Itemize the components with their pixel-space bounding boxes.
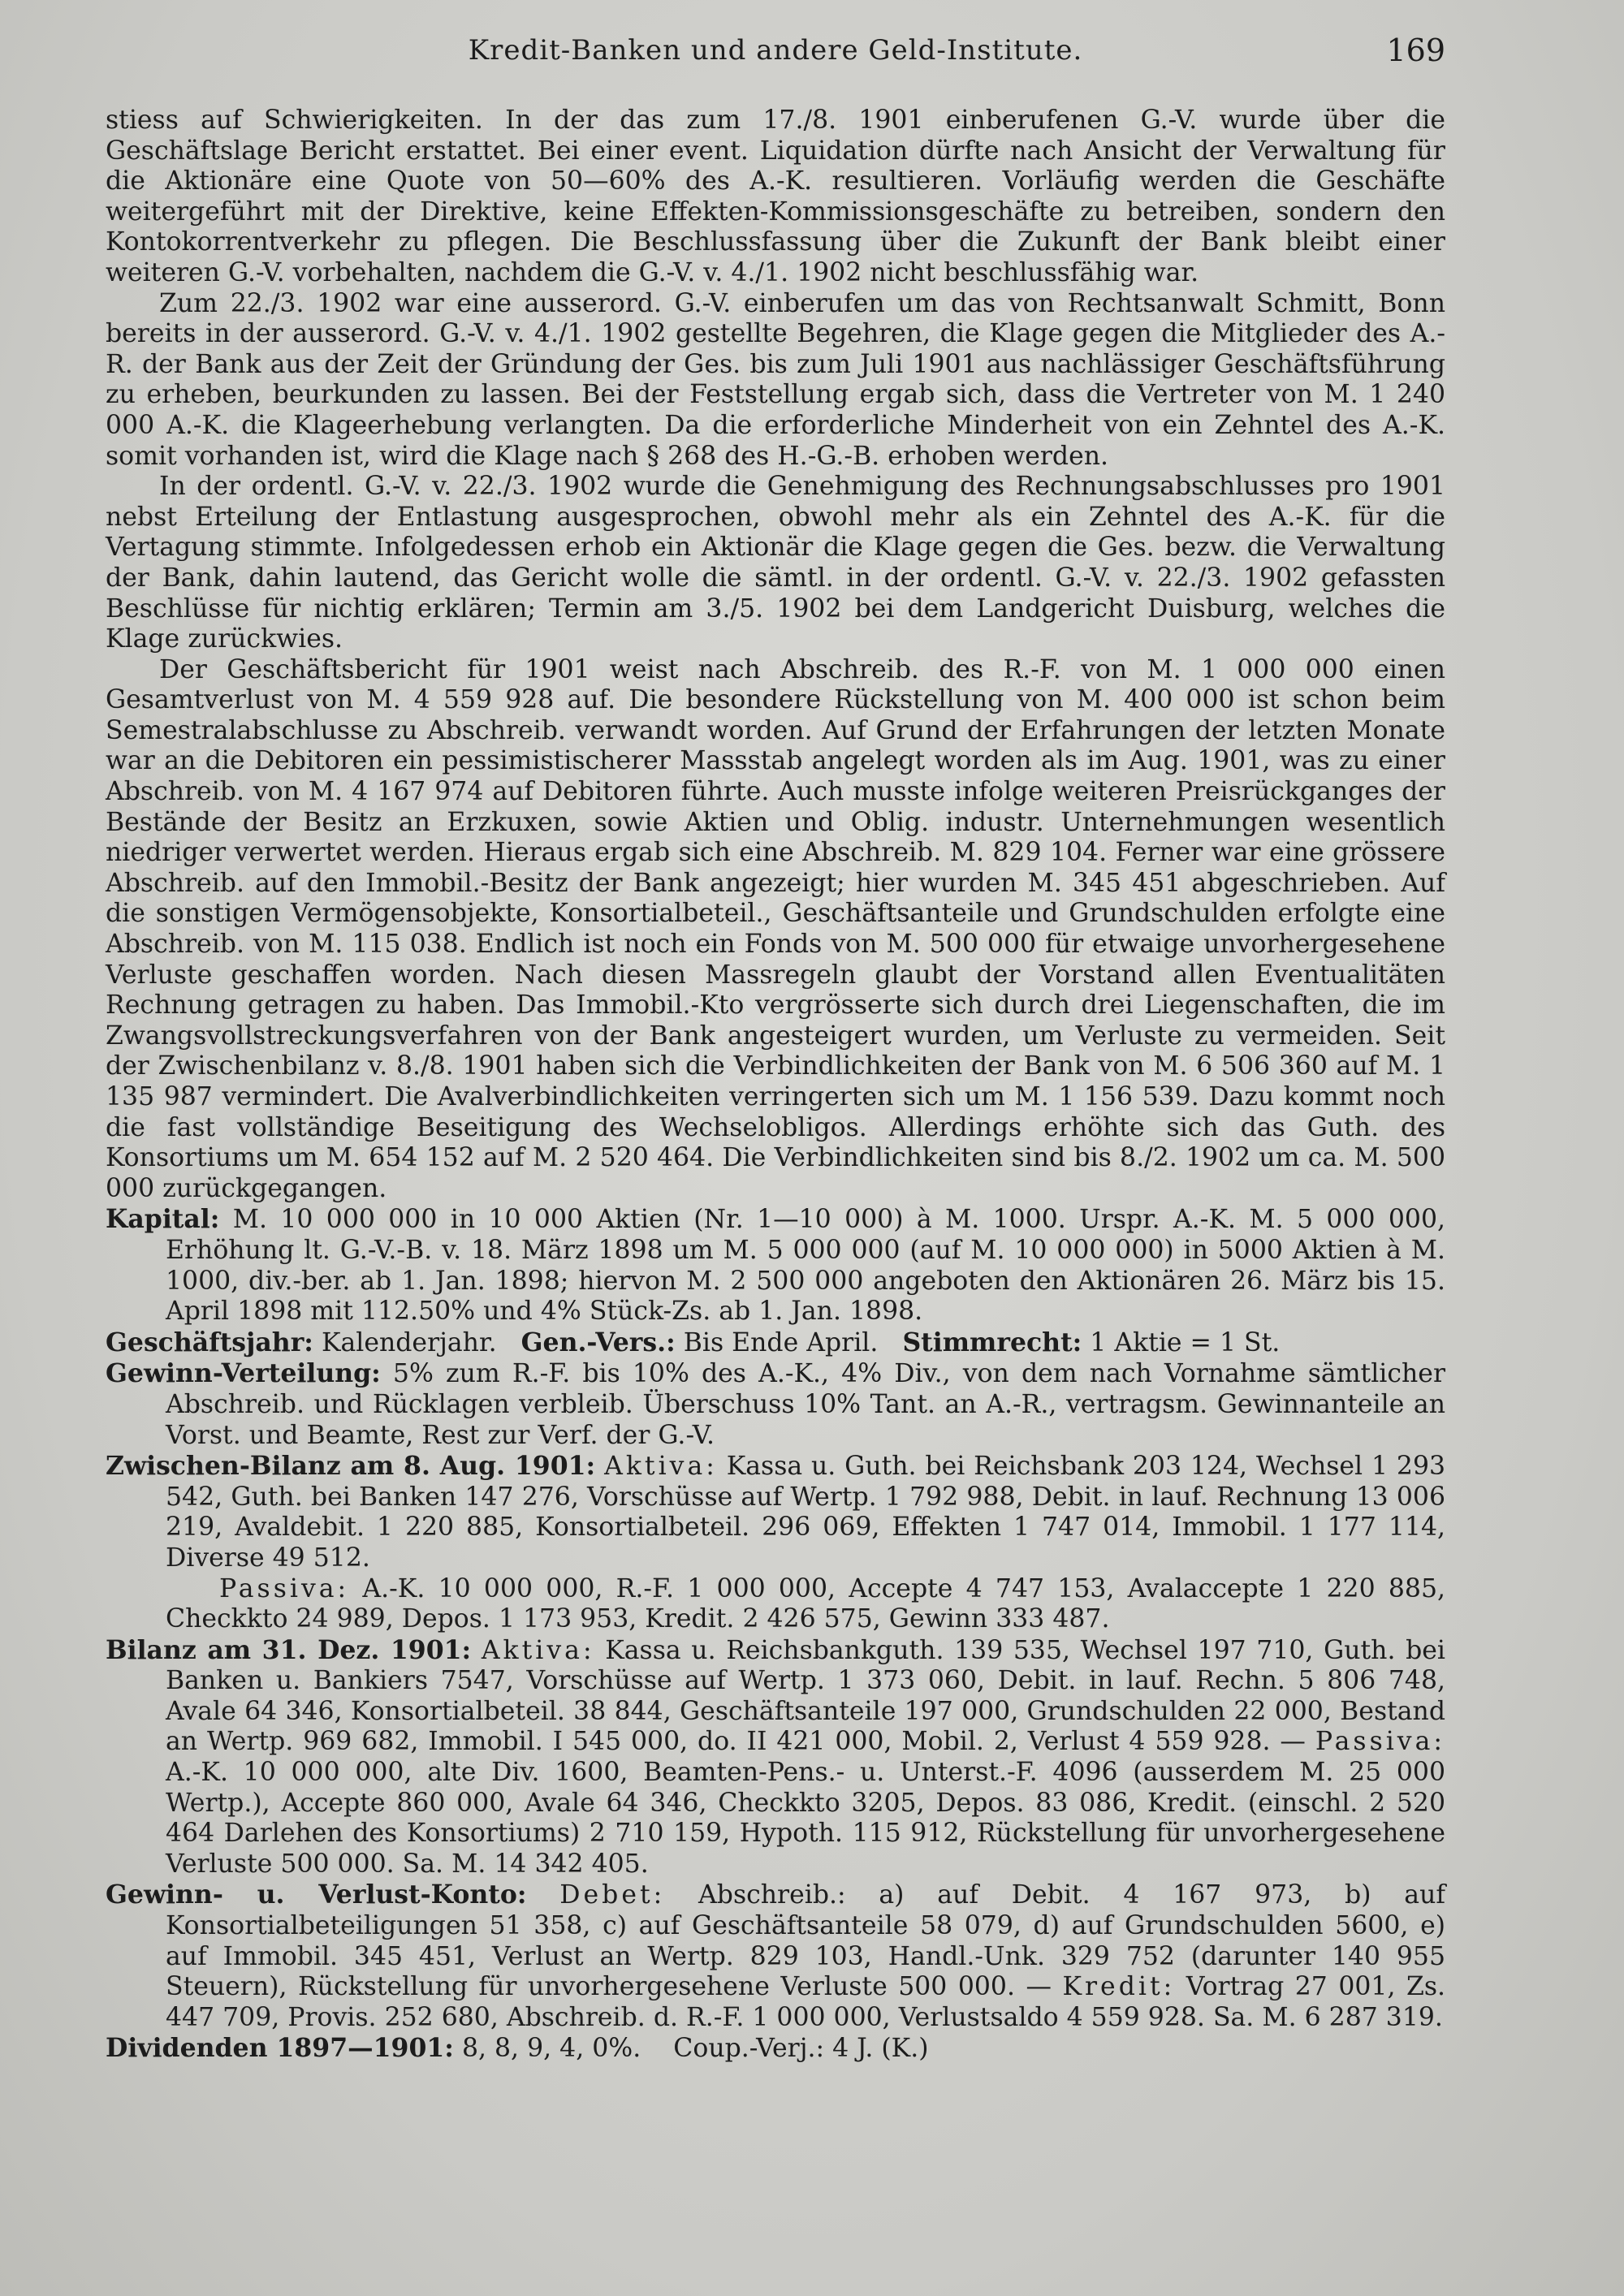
zwischen-aktiva-label: Aktiva: [604, 1452, 718, 1482]
gewinn-verteilung-heading: Gewinn-Verteilung: [106, 1358, 381, 1389]
guv-debet-text: Abschreib.: a) auf Debit. 4 167 973, b) auf Konsortialbeteiligungen 51 358, c) auf Geschäftsanteile 58 079, d) auf Grundschulden 5600, e) auf Immobil. 345 451, Verlust an Wertp. 829 103, Handl.-Unk. 329 752 (darunter 140 955 Steuern), Rückstellung für unvorhergesehene Verluste 500 000. — [166, 1880, 1446, 2002]
guv-kredit-text: Vortrag 27 001, Zs. 447 709, Provis. 252 680, Abschreib. d. R.-F. 1 000 000, Verlustsaldo 4 559 928. Sa. M. 6 287 319. [166, 1972, 1446, 2032]
section-zwischen-passiva [166, 1574, 1445, 1635]
geschaeftsjahr-text: Kalenderjahr. [321, 1327, 497, 1357]
section-bilanz [106, 1635, 1445, 1880]
dividenden-text: 8, 8, 9, 4, 0%. [461, 2034, 641, 2064]
section-zwischen-bilanz [106, 1451, 1445, 1573]
zwischen-bilanz-heading: Zwischen-Bilanz am 8. Aug. 1901: [106, 1451, 596, 1482]
guv-heading: Gewinn- u. Verlust-Konto: [106, 1880, 527, 1910]
zwischen-passiva-label: Passiva: [219, 1573, 350, 1603]
guv-kredit-label: Kredit: [1062, 1972, 1176, 2002]
dividenden-heading: Dividenden 1897—1901: [106, 2033, 454, 2064]
stimmrecht-heading: Stimmrecht: [902, 1327, 1082, 1357]
coupon-verjaehrung: Coup.-Verj.: 4 J. (K.) [673, 2034, 929, 2064]
kapital-text: M. 10 000 000 in 10 000 Aktien (Nr. 1—10 000) à M. 1000. Urspr. A.-K. M. 5 000 000, Erhöhung lt. G.-V.-B. v. 18. März 1898 um M. 5 000 000 (auf M. 10 000 000) in 5000 Aktien à M. 1000, div.-ber. ab 1. Jan. 1898; hiervon M. 2 500 000 angeboten den Aktionären 26. März bis 15. April 1898 mit 112.50% und 4% Stück-Zs. ab 1. Jan. 1898. [166, 1205, 1446, 1327]
bilanz-heading: Bilanz am 31. Dez. 1901: [106, 1634, 472, 1665]
bilanz-aktiva-label: Aktiva: [481, 1635, 595, 1665]
section-gewinn-verteilung [106, 1358, 1445, 1451]
page-header [106, 29, 1445, 71]
zwischen-passiva-text: A.-K. 10 000 000, R.-F. 1 000 000, Accepte 4 747 153, Avalaccepte 1 220 885, Checkkto 24 989, Depos. 1 173 953, Kredit. 2 426 575, Gewinn 333 487. [166, 1573, 1445, 1634]
bilanz-passiva-label: Passiva: [1315, 1727, 1445, 1757]
stimmrecht-text: 1 Aktie = 1 St. [1090, 1327, 1281, 1357]
section-dividenden [106, 2033, 1445, 2065]
page-body [106, 106, 1445, 2065]
page-number: 169 [1386, 32, 1445, 68]
paragraph-geschaeftsbericht: Der Geschäftsbericht für 1901 weist nach Abschreib. des R.-F. von M. 1 000 000 einen Gesamtverlust von M. 4 559 928 auf. Die besondere Rückstellung von M. 400 000 ist schon beim Semestralabschlusse zu Abschreib. verwandt worden. Auf Grund der Erfahrungen der letzten Monate war an die Debitoren ein pessimistischerer Massstab angelegt worden als im Aug. 1901, was zu einer Abschreib. von M. 4 167 974 auf Debitoren führte. Auch musste infolge weiteren Preisrückganges der Bestände der Besitz an Erzkuxen, sowie Aktien und Oblig. industr. Unternehmungen wesentlich niedriger verwertet werden. Hieraus ergab sich eine Abschreib. M. 829 104. Ferner war eine grössere Abschreib. auf den Immobil.-Besitz der Bank angezeigt; hier wurden M. 345 451 abgeschrieben. Auf die sonstigen Vermögensobjekte, Konsortialbeteil., Geschäftsanteile und Grundschulden erfolgte eine Abschreib. von M. 115 038. Endlich ist noch ein Fonds von M. 500 000 für etwaige unvorhergesehene Verluste geschaffen worden. Nach diesen Massregeln glaubt der Vorstand allen Eventualitäten Rechnung getragen zu haben. Das Immobil.-Kto vergrösserte sich durch drei Liegenschaften, die im Zwangsvollstreckungsverfahren von der Bank angesteigert wurden, um Verluste zu vermeiden. Seit der Zwischenbilanz v. 8./8. 1901 haben sich die Verbindlichkeiten der Bank von M. 6 506 360 auf M. 1 135 987 vermindert. Die Avalverbindlichkeiten verringerten sich um M. 1 156 539. Dazu kommt noch die fast vollständige Beseitigung des Wechselobligos. Allerdings erhöhte sich das Guth. des Konsortiums um M. 654 152 auf M. 2 520 464. Die Verbindlichkeiten sind bis 8./2. 1902 um ca. M. 500 000 zurückgegangen. [106, 654, 1445, 1203]
paragraph-ordentl-gv: In der ordentl. G.-V. v. 22./3. 1902 wurde die Genehmigung des Rechnungsabschlusses pro 1901 nebst Erteilung der Entlastung ausgesprochen, obwohl mehr als ein Zehntel des A.-K. für die Vertagung stimmte. Infolgedessen erhob ein Aktionär die Klage gegen die Ges. bezw. die Verwaltung der Bank, dahin lautend, das Gericht wolle die sämtl. in der ordentl. G.-V. v. 22./3. 1902 gefassten Beschlüsse für nichtig erklären; Termin am 3./5. 1902 bei dem Landgericht Duisburg, welches die Klage zurückwies. [106, 472, 1445, 654]
genvers-text: Bis Ende April. [683, 1327, 879, 1357]
bilanz-aktiva-text: Kassa u. Reichsbankguth. 139 535, Wechsel 197 710, Guth. bei Banken u. Bankiers 7547, Vorschüsse auf Wertp. 1 373 060, Debit. in lauf. Rechn. 5 806 748, Avale 64 346, Konsortialbeteil. 38 844, Geschäftsanteile 197 000, Grundschulden 22 000, Bestand an Wertp. 969 682, Immobil. I 545 000, do. II 421 000, Mobil. 2, Verlust 4 559 928. — [166, 1635, 1445, 1757]
running-title: Kredit-Banken und andere Geld-Institute. [468, 34, 1083, 67]
geschaeftsjahr-heading: Geschäftsjahr: [106, 1327, 313, 1357]
section-geschaeftsjahr [106, 1327, 1445, 1359]
section-gewinn-verlust-konto [106, 1880, 1445, 2033]
bilanz-passiva-text: A.-K. 10 000 000, alte Div. 1600, Beamten-Pens.- u. Unterst.-F. 4096 (ausserdem M. 25 000 Wertp.), Accepte 860 000, Avale 64 346, Checkkto 3205, Depos. 83 086, Kredit. (einschl. 2 520 464 Darlehen des Konsortiums) 2 710 159, Hypoth. 115 912, Rückstellung für unvorhergesehene Verluste 500 000. Sa. M. 14 342 405. [166, 1758, 1445, 1879]
paragraph-liquidation: stiess auf Schwierigkeiten. In der das zum 17./8. 1901 einberufenen G.-V. wurde über die Geschäftslage Bericht erstattet. Bei einer event. Liquidation dürfte nach Ansicht der Verwaltung für die Aktionäre eine Quote von 50—60% des A.-K. resultieren. Vorläufig werden die Geschäfte weitergeführt mit der Direktive, keine Effekten-Kommissionsgeschäfte zu betreiben, sondern den Kontokorrentverkehr zu pflegen. Die Beschlussfassung über die Zukunft der Bank bleibt einer weiteren G.-V. vorbehalten, nachdem die G.-V. v. 4./1. 1902 nicht beschlussfähig war. [106, 106, 1445, 287]
kapital-heading: Kapital: [106, 1204, 220, 1235]
zwischen-aktiva-text: Kassa u. Guth. bei Reichsbank 203 124, Wechsel 1 293 542, Guth. bei Banken 147 276, Vorschüsse auf Wertp. 1 792 988, Debit. in lauf. Rechnung 13 006 219, Avaldebit. 1 220 885, Konsortialbeteil. 296 069, Effekten 1 747 014, Immobil. 1 177 114, Diverse 49 512. [166, 1452, 1446, 1573]
gewinn-verteilung-text: 5% zum R.-F. bis 10% des A.-K., 4% Div., von dem nach Vornahme sämtlicher Abschreib. und Rücklagen verbleib. Überschuss 10% Tant. an A.-R., vertragsm. Gewinnanteile an Vorst. und Beamte, Rest zur Verf. der G.-V. [166, 1359, 1445, 1450]
guv-debet-label: Debet: [559, 1880, 666, 1910]
section-kapital [106, 1204, 1445, 1327]
paragraph-ausserord-gv: Zum 22./3. 1902 war eine ausserord. G.-V. einberufen um das von Rechtsanwalt Schmitt, Bonn bereits in der ausserord. G.-V. v. 4./1. 1902 gestellte Begehren, die Klage gegen die Mitglieder des A.-R. der Bank aus der Zeit der Gründung der Ges. bis zum Juli 1901 aus nachlässiger Geschäftsführung zu erheben, beurkunden zu lassen. Bei der Feststellung ergab sich, dass die Vertreter von M. 1 240 000 A.-K. die Klageerhebung verlangten. Da die erforderliche Minderheit von ein Zehntel des A.-K. somit vorhanden ist, wird die Klage nach § 268 des H.-G.-B. erhoben werden. [106, 288, 1445, 471]
genvers-heading: Gen.-Vers.: [520, 1327, 676, 1357]
